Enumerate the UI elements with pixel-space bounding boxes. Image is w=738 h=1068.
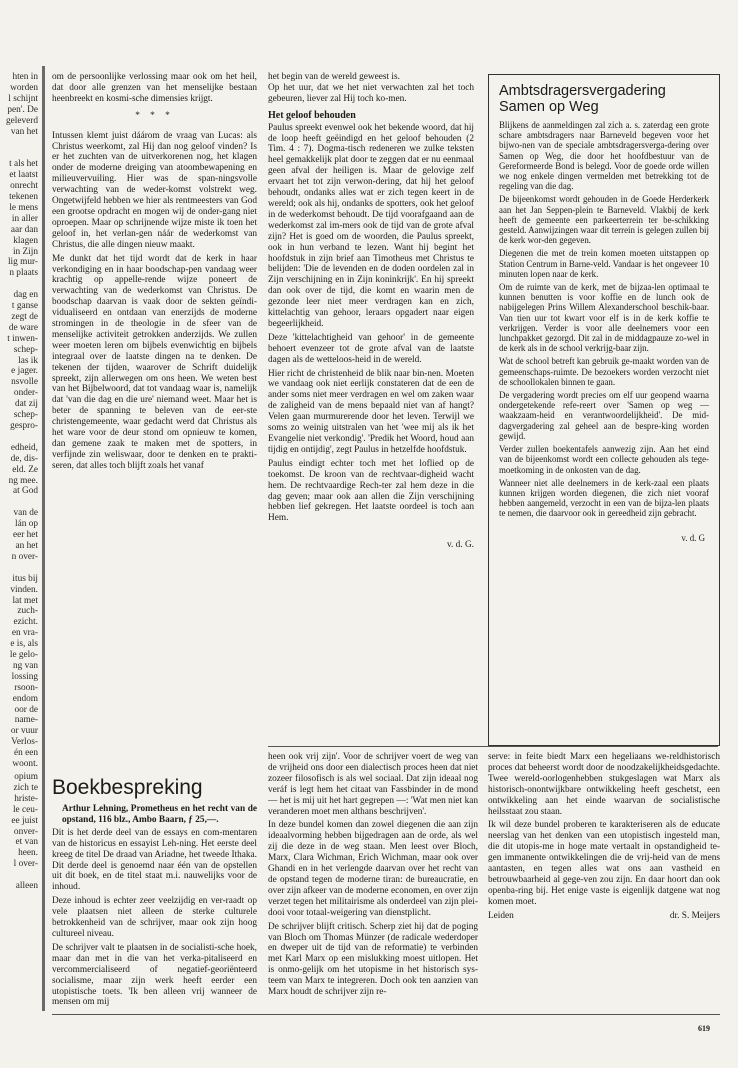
review-signature: dr. S. Meijers [669, 910, 720, 921]
fragment-line: name- [14, 715, 38, 726]
fragment-line: e jager. [11, 366, 38, 377]
fragment-line: gespro- [10, 421, 38, 431]
fragment-line: én een [13, 748, 38, 759]
fragment-line: ng mee. [8, 475, 38, 486]
fragment-line: ezicht. [13, 617, 38, 628]
previous-page-column-fragments [0, 72, 38, 770]
fragment-line: schep- [13, 410, 38, 421]
fragment-line: lat met [12, 595, 38, 606]
review-column-3 [488, 752, 720, 922]
paragraph: De vergadering wordt precies om elf uur geopend waarna ondergetekende refe-reert over 'Samen op weg — waakzaam-heid en verantwoordelijkheid'. De mid-dagvergadering zal geheel aan de bespre-king worden gewijd. [499, 390, 709, 441]
fragment-line: woont. [12, 759, 38, 770]
fragment-line [0, 870, 38, 881]
fragment-line: in Zijn [12, 246, 38, 257]
paragraph: In deze bundel komen dan zowel diegenen die aan zijn ideaalvorming hebben bijgedragen aan de orde, als wel zij die deze in de weg staan. Men leest over Bloch, Marx, Clara Wichman, Erich Wichman, maar ook over Ghandi en in het verlengde daarvan over het recht van de opstand tegen de moderne tiran: de bureaucratie, en over zijn afkeer van de moderne economen, en over zijn verzet tegen het militairisme als onderdeel van zijn plei-dooi voor totaal-weigering van dienstplicht. [268, 820, 478, 918]
fragment-line: Verlos- [11, 737, 38, 748]
paragraph: De bijeenkomst wordt gehouden in de Goede Herderkerk aan het Jan Seppen-plein te Barneveld. Vlakbij de kerk heeft de gemeente een parkeerterrein ter be-schikking gesteld. Aanwijzingen waar dit terrein is gelegen zullen bij de kerk wor-den gegeven. [499, 194, 709, 246]
fragment-line: de ware [8, 322, 38, 333]
fragment-line: alleen [15, 881, 38, 892]
fragment-line: onder- [13, 388, 38, 399]
fragment-line: nsvolle [11, 377, 38, 388]
paragraph: serve: in feite biedt Marx een hegeliaans we-reldhistorisch proces dat beheerst wordt door de noodzakelijkheidsgedachte. Twee wereld-oorlogenhebben stukgeslagen wat Marx als historisch-onontwijkbare ontwikkeling heeft geschetst, een ontwikkeling aan het einde waarvan de socialistische heilsstaat zou staan. [488, 752, 720, 817]
fragment-line: ee juist [11, 815, 38, 826]
section-break-stars: * * * [135, 110, 174, 121]
announcement-title: Ambtsdragersvergadering Samen op Weg [499, 83, 666, 115]
review-column-2 [268, 752, 478, 1001]
review-column-1 [52, 804, 257, 1011]
fragment-line: le ceu- [12, 804, 38, 815]
page-number: 619 [698, 1024, 710, 1033]
paragraph: heen ook vrij zijn'. Voor de schrijver voert de weg van de vrijheid ons door een dialectisch proces heen dat niet zozeer filosofisch is als wel sociaal. Dat zijn ideaal nog veráf is legt hem het citaat van Fassbinder in de mond — het is mij uit het hart gegrepen —: 'Wat men niet kan veranderen moet men althans beschrijven'. [268, 752, 478, 817]
paragraph: Me dunkt dat het tijd wordt dat de kerk in haar verkondiging en in haar boodschap-pen vandaag weer krachtig op appelle-rende wijze poneert de verwachting van de wederkomst van Christus. De boodschap daarvan is vaak door de sekten geïndi-vidualiseerd en ontdaan van enerzijds de moderne stromingen in de theologie in de sfeer van de menselijke activiteit getrokken anderzijds. We zullen weer moeten leren om bijbels evenwichtig en bijbels integraal over de laatste dingen na te denken. De tekenen der tijden, waarover de Schrift duidelijk spreekt, zijn allerwegen om ons heen. We weten best van het Bijbelwoord, dat tot vandaag waar is, namelijk dat 'van die dag en die ure' niemand weet. Maar het is beter de spanning te beleven van de eer-ste christengemeente, waar gedacht werd dat Christus als het ware voor de deur stond om opnieuw te komen, dan gemene zaak te maken met de spotters, in verfijnde zin weliswaar, door te denken en te prakti-seren, dat alles toch blijft zoals het vanaf [52, 253, 257, 471]
fragment-line: lig mur- [7, 257, 38, 268]
fragment-line: oor de [14, 704, 38, 715]
fragment-line [0, 137, 38, 148]
fragment-line: rsoon- [14, 682, 38, 693]
fragment-line [0, 563, 38, 574]
fragment-line: geleverd [5, 115, 38, 126]
paragraph: De schrijver blijft critisch. Scherp ziet hij dat de poging van Bloch om Thomas Münzer (de radicale wederdoper en dweper uit de tijd van de reformatie) te verbinden met Karl Marx op een mislukking moest uitlopen. Het is onmo-gelijk om het utopisme in het historisch sys-teem van Marx te integreren. Doch ook ten aanzien van Marx houdt de schrijver zijn re- [268, 921, 478, 998]
book-bibliography: Arthur Lehning, Prometheus en het recht van de opstand, 116 blz., Ambo Baarn, ƒ 25,—. [62, 804, 257, 825]
fragment-line: l schijnt [8, 93, 38, 104]
fragment-line [0, 497, 38, 508]
paragraph: Intussen klemt juist dáárom de vraag van Lucas: als Christus weerkomt, zal Hij dan nog geloof vinden? Is er het zuchten van de uitverkorenen nog, het klagen onder de moderne dreiging van atoombewapening en milieuvervuiling. Hier was de span-ningsvolle verwachting van de weder-komst volstrekt weg. Ongetwijfeld hebben we hier als rentmeesters van God een grootse opdracht en mogen wij de onder-gang niet oproepen. Maar op schrijnende wijze miste ik toen het geloof in, het verlan-gen náár de wederkomst van Christus, die alle dingen nieuw maakt. [52, 130, 257, 250]
fragment-line: dat zij [15, 399, 38, 410]
article-signature: v. d. G. [446, 540, 474, 551]
fragment-line: n plaats [9, 268, 38, 279]
footer-rule [52, 1014, 720, 1015]
article-column-1 [52, 72, 257, 475]
fragment-line: zuch- [17, 606, 38, 617]
fragment-line: l over- [13, 859, 38, 870]
review-signature-line [488, 911, 720, 922]
fragment-line: onrecht [10, 181, 38, 192]
fragment-line: endom [12, 693, 38, 704]
fragment-line: de, dis- [10, 453, 38, 464]
fragment-line: et laatst [9, 170, 38, 181]
paragraph: Dit is het derde deel van de essays en com-mentaren van de historicus en essayist Leh-ning. Het eerste deel kreeg de titel De draad van Ariadne, het tweede Ithaka. Dit derde deel is genoemd naar één van de opstellen uit dit boek, en de titel staat m.i. nauwelijks voor de inhoud. [52, 827, 257, 893]
announcement-box [488, 74, 720, 746]
fragment-line [0, 148, 38, 159]
fragment-line [0, 432, 38, 443]
fragment-line: et van [15, 837, 38, 848]
fragment-line: heen. [18, 848, 38, 859]
fragment-line: t inwen- [7, 333, 38, 344]
paragraph: Blijkens de aanmeldingen zal zich a. s. zaterdag een grote schare ambtsdragers naar Barneveld begeven voor het bijwo-nen van de speciale ambtsdragersverga-dering over Samen op Weg, die door het hoofdbestuur van de Gereformeerde Bond is belegd. Voor de goede orde willen we nog enkele dingen vermelden met betrekking tot de regeling van die dag. [499, 120, 709, 192]
fragment-line: las ik [18, 355, 38, 366]
fragment-line: le gelo- [9, 650, 38, 661]
fragment-line: itus bij [12, 573, 38, 584]
announcement-signature: v. d. G [681, 532, 705, 543]
paragraph: Diegenen die met de trein komen moeten uitstappen op Station Centrum in Barne-veld. Vandaar is het ongeveer 10 minuten lopen naar de kerk. [499, 248, 709, 279]
fragment-line: lossing [11, 671, 38, 682]
fragment-line: zegt de [11, 311, 38, 322]
fragment-line: van het [10, 126, 38, 137]
paragraph: Wat de school betreft kan gebruik ge-maakt worden van de gemeenschaps-ruimte. De bezoekers worden verzocht niet de schoollokalen binnen te gaan. [499, 356, 709, 387]
fragment-line: ng van [12, 660, 38, 671]
announcement-body [499, 120, 709, 543]
fragment-line: lán op [15, 519, 38, 530]
fragment-line: t ganse [11, 301, 38, 312]
fragment-line: tekenen [9, 191, 38, 202]
paragraph: Om de ruimte van de kerk, met de bijzaa-len optimaal te kunnen benutten is voor koffie en de lunch ook de nabijgelegen Prins Willem Alexanderschool beschik-baar. Van tien uur tot kwart voor elf is in de kerk koffie te verkrijgen. Verder is voor alle deelnemers voor een lunchpakket gezorgd. Dit zal in de middagpauze zo-wel in de kerk als in de school verkrijg-baar zijn. [499, 282, 709, 354]
paragraph: Hier richt de christenheid de blik naar bin-nen. Moeten we vandaag ook niet eerlijk constateren dat de een de ander soms niet meer verdragen en wel om zaken waar de zaligheid van de mens bepaald niet van af hangt? Velen gaan murmurerende door het leven. Terwijl we soms zo weinig uitstralen van het 'wee mij als ik het Evangelie niet verkondig'. 'Predik het Woord, houd aan tijdig en ontijdig', zegt Paulus in hetzelfde hoofdstuk. [268, 368, 474, 455]
fragment-line: hriste- [14, 793, 38, 804]
fragment-line: or vuur [10, 726, 38, 737]
fragment-line: t als het [9, 159, 38, 170]
fragment-line: zich te [13, 782, 38, 793]
fragment-line: van de [13, 508, 38, 519]
fragment-line: schep- [13, 344, 38, 355]
fragment-line: eer het [12, 530, 38, 541]
section-divider [268, 746, 718, 747]
previous-page-column-fragments-lower [0, 772, 38, 892]
fragment-line: at God [12, 486, 38, 497]
paragraph: Verder zullen boekentafels aanwezig zijn. Aan het eind van de bijeenkomst wordt een collecte gehouden als tege-moetkoming in de onkosten van de dag. [499, 444, 709, 475]
paragraph: Ik wil deze bundel proberen te karakteriseren als de educate neerslag van het denken van een utopistisch ingesteld man, die dit utopis-me in hoge mate vertaalt in opstandigheid te-gen immanente ontwikkelingen die de vrij-heid van de mens aantasten, en tegen alles wat ons aan vastheid en betrouwbaarheid al gege-ven zou zijn. En daar hoort dan ook openba-ring bij. Het enige vaste is eigenlijk datgene wat nog komen moet. [488, 820, 720, 907]
fragment-line: vinden. [10, 584, 38, 595]
fragment-line: dag en [13, 290, 38, 301]
fragment-line: an het [15, 540, 38, 551]
review-heading: Boekbespreking [52, 776, 203, 799]
fragment-line: le mens [9, 202, 38, 213]
fragment-line: in aller [11, 213, 38, 224]
fragment-line: klagen [13, 235, 38, 246]
fragment-line: hten in [12, 72, 38, 82]
paragraph: Paulus spreekt evenwel ook het bekende woord, dat hij de loop heeft geëindigd en het geloof behouden (2 Tim. 4 : 7). Dogma-tisch redeneren we zulke teksten heel gemakkelijk plat door te zeggen dat er nu eenmaal geen afval der heiligen is. Maar de gelovige zelf ervaart het tot zijn verwon-dering, dat hij het geloof behoudt, ondanks alles wat er zich tegen keert in de wereld; ook als hij, ondanks de spotters, ook het geloof in de wederkomst behoudt. De tijd voorafgaand aan de wederkomst zal im-mers ook de tijd van de grote afval zijn? Het is goed om de woorden, die Paulus spreekt, ook in hun verband te lezen. Want hij begint het hoofdstuk in zijn brief aan Timotheus met Christus te belijden: 'Die de levenden en de doden oordelen zal in Zijn verschijning en in Zijn koninkrijk'. En hij spreekt dan ook over de tijd, die komt en waarin men de gezonde leer niet meer verdragen kan en zich, kittelachtig van gehoor, leraars opgadert naar eigen begeerlijkheid. [268, 122, 474, 329]
fragment-line: onver- [13, 826, 38, 837]
paragraph: het begin van de wereld geweest is. [268, 72, 400, 82]
fragment-line: edheid, [10, 442, 38, 453]
fragment-line: worden [10, 82, 38, 93]
review-place: Leiden [488, 910, 514, 921]
fragment-line [0, 279, 38, 290]
fragment-line: aar dan [10, 224, 38, 235]
paragraph: om de persoonlijke verlossing maar ook om het heil, dat door alle grenzen van het menselijke bestaan heenbreekt en kosmi-sche dimensies krijgt. [52, 72, 257, 104]
paragraph: Deze inhoud is echter zeer veelzijdig en ver-raadt op vele plaatsen niet alleen de sterke culturele betrokkenheid van de schrijver, maar ook zijn hoog cultureel niveau. [52, 896, 257, 939]
section-subheading: Het geloof behouden [268, 109, 356, 121]
fragment-line: eld. Ze [12, 464, 38, 475]
paragraph: Deze 'kittelachtigheid van gehoor' in de gemeente behoert evenzeer tot de grote afval van de laatste dagen als de wetteloos-heid in de wereld. [268, 332, 474, 365]
fragment-line: pen'. De [7, 104, 38, 115]
paragraph: Paulus eindigt echter toch met het loflied op de toekomst. De kroon van de rechtvaar-digheid wacht hem. De rechtvaardige Rech-ter zal hem deze in die dag geven; maar ook aan allen die Zijn verschijning hebben lief gekregen. Het laatste oordeel is toch aan Hem. [268, 458, 474, 524]
paragraph: Op het uur, dat we het niet verwachten zal het toch gebeuren, liever zal Hij toch ko-men. [268, 82, 474, 104]
article-column-2 [268, 72, 474, 551]
page-gutter-shadow [42, 66, 45, 1011]
paragraph: De schrijver valt te plaatsen in de socialisti-sche hoek, maar dan met in die van het verka-pitaliseerd en vercommercialiseerd of negatief-georiënteerd socialisme, maar zijn werk heeft eerder een utopistische toets. 'Ik ben alleen vrij wanneer de mensen om mij [52, 942, 257, 1008]
fragment-line: e is, als [10, 639, 38, 650]
fragment-line: n over- [11, 551, 38, 562]
fragment-line: opium [14, 772, 38, 782]
fragment-line: en vra- [11, 628, 38, 639]
paragraph: Wanneer niet alle deelnemers in de kerk-zaal een plaats kunnen krijgen worden diegenen, die zich niet vooraf hebben aangemeld, verzocht in een van de bijza-len plaats te nemen, die daarvoor ook in gereedheid zijn gebracht. [499, 477, 709, 519]
